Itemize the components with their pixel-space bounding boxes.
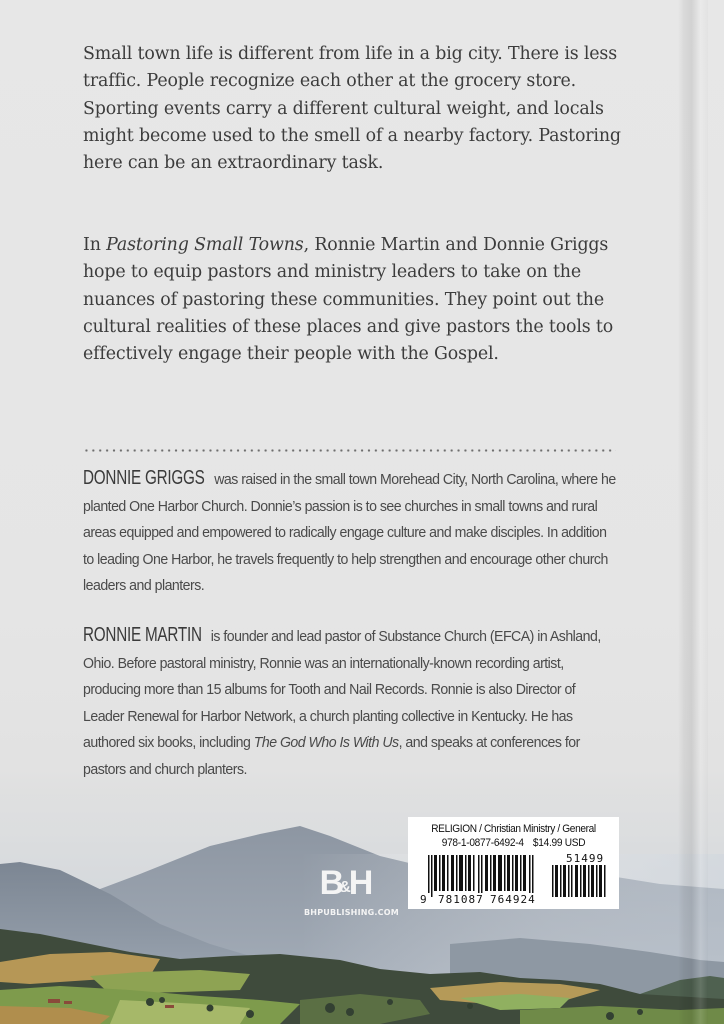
author-bio-text-end: , and speaks at conferences for pastors and church planters. [83, 734, 580, 778]
author-bio-text: is founder and lead pastor of Substance Church (EFCA) in Ashland, Ohio. Before pastoral ministry, Ronnie was an internationally-known recording artist, producing more than 15 albums for Tooth and Nail Records. Ronnie is also Director of Leader Renewal for Harbor Network, a church planting collective in Kentucky. He has authored six books, including [83, 628, 601, 751]
author-name: RONNIE MARTIN [83, 624, 202, 646]
barcode-digit-group-2: 764924 [490, 893, 536, 906]
publisher-logo [304, 864, 399, 917]
bisac-category: RELIGION / Christian Ministry / General [431, 823, 596, 835]
description-text: Small town life is different from life in a big city. There is less traffic. People recognize each other at the grocery store. Sporting events carry a different cultural weight, and locals might become used to the smell of a nearby factory. Pastoring here can be an extraordinary task. [83, 44, 621, 174]
isbn-barcode-label [408, 817, 619, 909]
publisher-url: BHPUBLISHING.COM [304, 908, 399, 917]
barcode-addon-digits: 51499 [566, 852, 605, 865]
book-title-italic: Pastoring Small Towns [106, 235, 304, 255]
author-bio-ronnie-martin [83, 622, 618, 783]
description-paragraph-1 [83, 41, 623, 177]
price: $14.99 USD [532, 837, 586, 849]
description-prefix: In [83, 235, 107, 255]
author-name: DONNIE GRIGGS [83, 467, 205, 489]
author-bio-text: was raised in the small town Morehead City, North Carolina, where he planted One Harbor Church. Donnie’s passion is to see churches in small towns and rural areas equipped and empowered to radically engage culture and make disciples. In addition to leading One Harbor, he travels frequently to help strengthen and encourage other church leaders and planters. [83, 471, 616, 594]
isbn-number: 978-1-0877-6492-4 [441, 837, 524, 849]
ean13-barcode-icon [428, 855, 534, 897]
dotted-divider [83, 449, 616, 452]
author-bio-donnie-griggs [83, 465, 618, 600]
description-paragraph-2 [83, 232, 623, 368]
book-title-italic: The God Who Is With Us [253, 734, 399, 751]
barcode-digit-lead: 9 [420, 893, 428, 906]
description-text: , Ronnie Martin and Donnie Griggs hope to equip pastors and ministry leaders to take on the nuances of pastoring these communities. They point out the cultural realities of these places and give pastors the tools to effectively engage their people with the Gospel. [83, 235, 614, 365]
isbn-price-line [416, 837, 610, 849]
bh-logo-mark: B&H [319, 864, 371, 902]
price-addon-barcode-icon [552, 865, 607, 897]
barcode-digit-group-1: 781087 [438, 893, 484, 906]
